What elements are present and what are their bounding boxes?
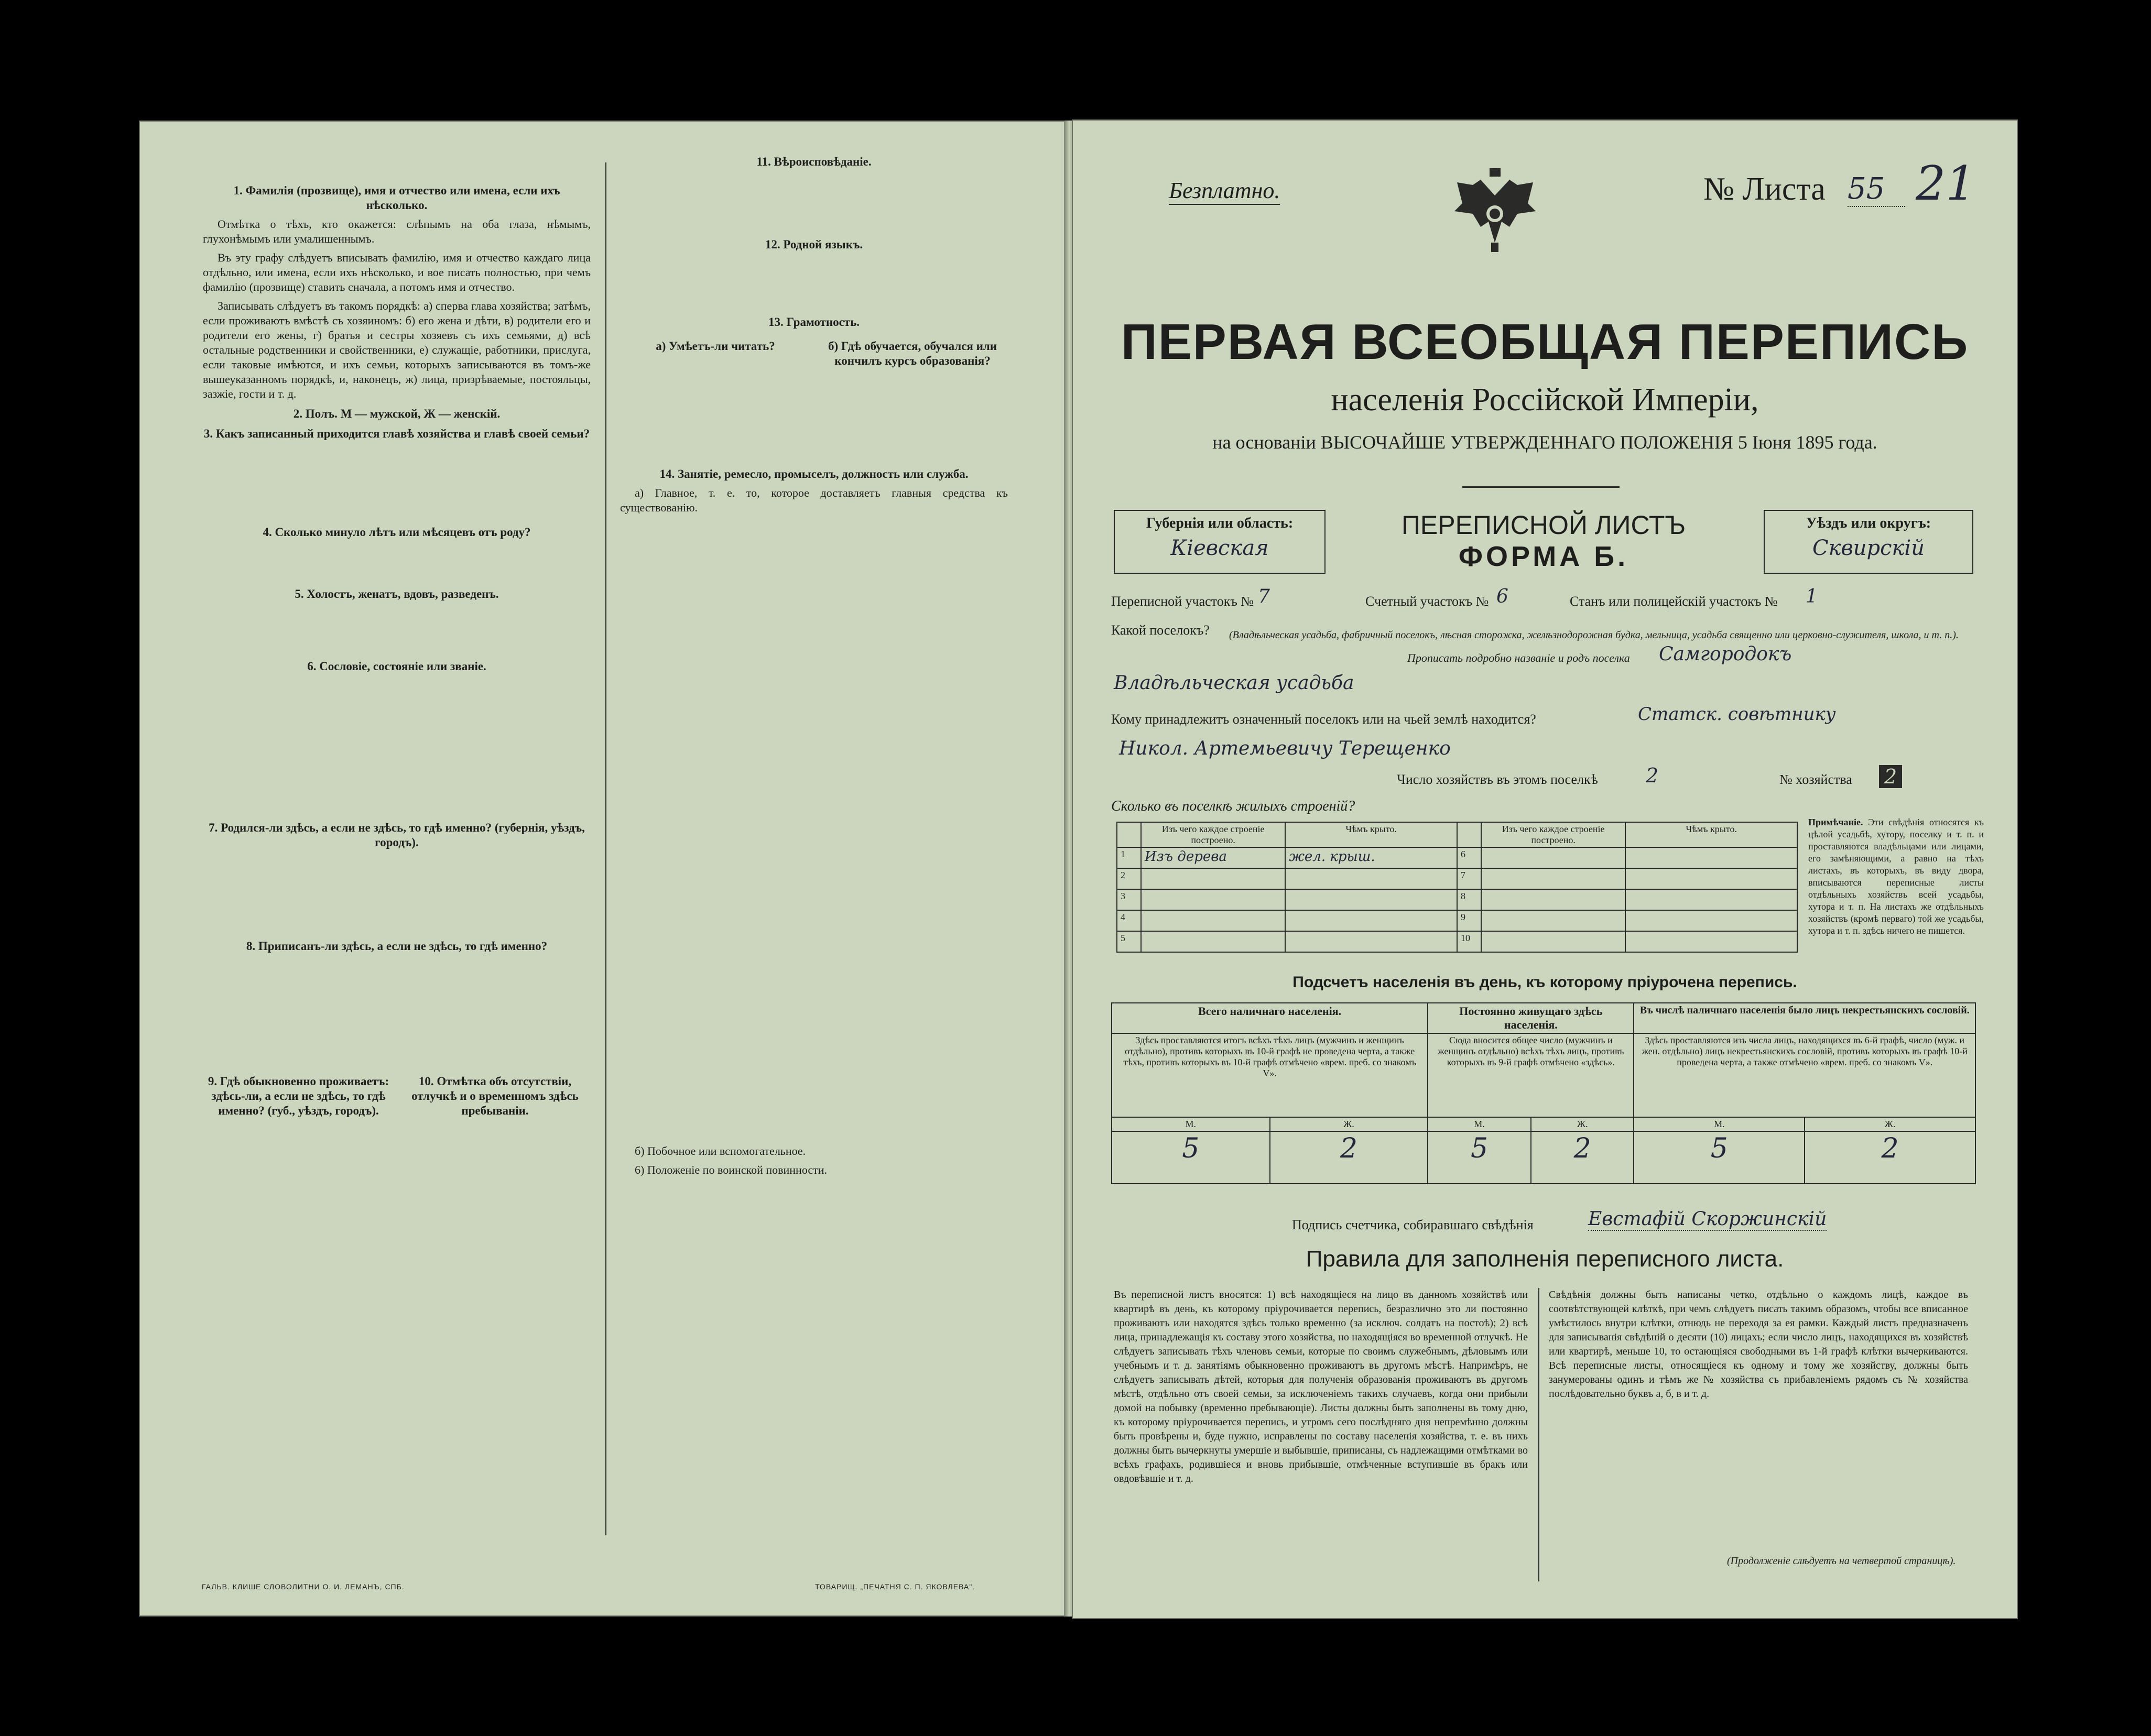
settlement-value-1: Самгородокъ xyxy=(1659,643,1792,665)
question-4-heading: 4. Сколько минуло лѣтъ или мѣсяцевъ отъ роду? xyxy=(263,526,531,539)
sheet-number-value: 55 xyxy=(1848,172,1905,207)
question-14-heading: 14. Занятіе, ремесло, промыселъ, должность или служба. xyxy=(659,467,969,481)
settlement-note: (Владѣльческая усадьба, фабричный поселокъ, лѣсная сторожка, желѣзнодорожная будка, мельница, усадьба священно или церковно-служителя, школа, и т. п.). xyxy=(1229,629,1959,641)
question-14a: а) Главное, т. е. то, которое доставляетъ главныя средства къ существованію. xyxy=(620,486,1008,514)
total-female-count: 2 xyxy=(1270,1131,1428,1184)
count-header-permanent: Постоянно живущаго здѣсь населенія. xyxy=(1428,1003,1634,1033)
household-number-value: 2 xyxy=(1879,765,1902,788)
question-3-heading: 3. Какъ записанный приходится главѣ хозяйства и главѣ своей семьи? xyxy=(203,427,590,440)
buildings-label: Сколько въ поселкѣ жилыхъ строеній? xyxy=(1111,798,1355,814)
province-value: Кіевская xyxy=(1170,536,1269,560)
column-divider xyxy=(605,162,606,1535)
question-1-heading: 1. Фамилія (прозвище), имя и отчество или имена, если ихъ нѣсколько. xyxy=(233,184,560,212)
continued-note: (Продолженіе слѣдуетъ на четвертой страницѣ). xyxy=(1727,1555,1956,1567)
district-value: Сквирскій xyxy=(1812,536,1925,560)
signature-value: Евстафій Скоржинскій xyxy=(1588,1208,1827,1230)
population-count-title: Подсчетъ населенія въ день, къ которому пріурочена перепись. xyxy=(1292,974,1797,991)
sex-male-label: М. xyxy=(1112,1117,1270,1131)
permanent-female-count: 2 xyxy=(1531,1131,1634,1184)
free-label: Безплатно. xyxy=(1169,177,1280,205)
total-male-count: 5 xyxy=(1112,1131,1270,1184)
question-13a: а) Умѣетъ-ли читать? xyxy=(656,340,775,353)
question-5-heading: 5. Холостъ, женатъ, вдовъ, разведенъ. xyxy=(295,587,499,600)
row-number: 2 xyxy=(1117,868,1141,889)
owner-value-2: Никол. Артемьевичу Терещенко xyxy=(1119,738,1451,759)
table-row xyxy=(1117,910,1797,931)
buildings-col-roof: Чѣмъ крыто. xyxy=(1285,822,1457,847)
settlement-label: Какой поселокъ? xyxy=(1111,623,1210,638)
count-note-permanent: Сюда вносится общее число (мужчинъ и женщинъ отдѣльно) всѣхъ тѣхъ лицъ, противъ которыхъ въ 9-й графѣ отмѣчено «здѣсь». xyxy=(1428,1033,1634,1117)
sex-female-label: Ж. xyxy=(1531,1117,1634,1131)
note-text: Эти свѣдѣнія относятся къ цѣлой усадьбѣ, хутору, поселку и т. п. и проставляются владѣльцами или лицами, его замѣняющими, а равно на тѣхъ листахъ, въ которыхъ, въ виду двора, вписываются переписные листы отдѣльныхъ хозяйствъ всей усадьбы, хутора и т. п. На листахъ же отдѣльныхъ хозяйствъ (кромѣ перваго) той же усадьбы, хутора и т. п. здѣсь ничего не пишется. xyxy=(1808,817,1984,936)
question-6-heading: 6. Сословіе, состояніе или званіе. xyxy=(307,660,486,673)
settlement-write-label: Прописать подробно названіе и родъ поселка xyxy=(1407,651,1630,664)
buildings-note xyxy=(1808,816,1984,937)
count-area-value: 6 xyxy=(1496,586,1508,607)
row-roof: жел. крыш. xyxy=(1285,847,1457,868)
population-count-table xyxy=(1111,1002,1976,1184)
row-number: 4 xyxy=(1117,910,1141,931)
row-number: 9 xyxy=(1457,910,1481,931)
left-column-1 xyxy=(203,178,591,1122)
count-area-label: Счетный участокъ № xyxy=(1365,594,1489,609)
province-label: Губернія или область: xyxy=(1146,515,1294,531)
buildings-col-built: Изъ чего каждое строеніе построено. xyxy=(1141,822,1285,847)
census-basis: на основаніи ВЫСОЧАЙШЕ УТВЕРЖДЕННАГО ПОЛОЖЕНІЯ 5 Іюня 1895 года. xyxy=(1212,432,1877,453)
row-built: Изъ дерева xyxy=(1141,847,1285,868)
form-subtitle: ФОРМА Б. xyxy=(1458,541,1629,572)
owner-label: Кому принадлежитъ означенный поселокъ или на чьей землѣ находится? xyxy=(1111,712,1536,727)
question-13-heading: 13. Грамотность. xyxy=(768,315,860,329)
question-13b: б) Гдѣ обучается, обучался или кончилъ курсъ образованія? xyxy=(828,340,997,367)
count-note-non-peasant: Здѣсь проставляются изъ числа лицъ, находящихся въ 6-й графѣ, число (муж. и жен. отдѣльно) лицъ некрестьянскихъ сословій, противъ которыхъ въ графѣ 10-й проведена черта, а также отмѣчено «врем. преб. со знакомъ V». xyxy=(1634,1033,1975,1117)
settlement-value-2: Владѣльческая усадьба xyxy=(1114,672,1354,694)
owner-value-1: Статск. совѣтнику xyxy=(1638,704,1836,725)
row-number: 8 xyxy=(1457,889,1481,910)
note-title: Примѣчаніе. xyxy=(1808,817,1863,827)
row-number: 10 xyxy=(1457,931,1481,952)
question-14b: б) Побочное или вспомогательное. xyxy=(635,1144,806,1158)
table-row xyxy=(1117,931,1797,952)
rules-column-2: Свѣдѣнія должны быть написаны четко, отдѣльно о каждомъ лицѣ, каждое въ соотвѣтствующей клѣткѣ, при чемъ слѣдуетъ писать такимъ образомъ, чтобы все вписанное умѣстилось внутри клѣтки, отнюдь не переходя за ея рамки. Каждый листъ предназначенъ для записыванія свѣдѣній о десяти (10) лицахъ; если число лицъ, находящихся въ хозяйствѣ или квартирѣ, меньше 10, то остающіяся свободными въ 1-й графѣ клѣтки вычеркиваются. Всѣ переписные листы, относящіеся къ одному и тому же хозяйству, должны быть занумерованы одинъ и тѣмъ же № хозяйства съ прибавленіемъ рядомъ съ № хозяйства послѣдовательно буквъ а, б, в и т. д. xyxy=(1549,1289,1968,1400)
printer-footer-left: ГАЛЬВ. КЛИШЕ СЛОВОЛИТНИ О. И. ЛЕМАНЪ, СПБ. xyxy=(202,1582,405,1591)
rules-title: Правила для заполненія переписного листа. xyxy=(1306,1246,1784,1272)
left-page xyxy=(139,121,1067,1617)
questions-9-10 xyxy=(203,1069,591,1122)
province-box xyxy=(1114,510,1326,574)
non-peasant-male-count: 5 xyxy=(1634,1131,1805,1184)
row-number: 3 xyxy=(1117,889,1141,910)
count-header-non-peasant: Въ числѣ наличнаго населенія было лицъ некрестьянскихъ сословій. xyxy=(1634,1003,1975,1033)
question-1-text: Въ эту графу слѣдуетъ вписывать фамилію, имя и отчество каждаго лица отдѣльно, или имена, если ихъ нѣсколько, и вое писать полностью, при чемъ фамилію (прозвище) ставить сначала, а потомъ имя и отчество. xyxy=(203,251,591,293)
permanent-male-count: 5 xyxy=(1428,1131,1531,1184)
signature-label: Подпись счетчика, собиравшаго свѣдѣнія xyxy=(1292,1217,1534,1232)
census-area-value: 7 xyxy=(1258,586,1270,607)
rules-divider xyxy=(1538,1288,1539,1581)
sex-female-label: Ж. xyxy=(1270,1117,1428,1131)
question-9-heading: 9. Гдѣ обыкновенно проживаетъ: здѣсь-ли, а если не здѣсь, то гдѣ именно? (губ., уѣздъ, городъ). xyxy=(208,1075,389,1117)
row-number: 6 xyxy=(1457,847,1481,868)
household-number-label: № хозяйства xyxy=(1779,772,1852,787)
question-2-heading: 2. Полъ. М — мужской, Ж — женскій. xyxy=(293,407,501,420)
question-7-heading: 7. Родился-ли здѣсь, а если не здѣсь, то гдѣ именно? (губернія, уѣздъ, городъ). xyxy=(209,821,585,849)
table-row xyxy=(1117,889,1797,910)
imperial-eagle-icon xyxy=(1449,164,1541,256)
archive-number: 21 xyxy=(1916,156,1976,211)
row-number: 1 xyxy=(1117,847,1141,868)
census-area-label: Переписной участокъ № xyxy=(1111,594,1254,609)
left-column-2 xyxy=(620,149,1008,1182)
count-note-total: Здѣсь проставляются итогъ всѣхъ тѣхъ лицъ (мужчинъ и женщинъ отдѣльно), противъ которыхъ въ 10-й графѣ не проведена черта, а также тѣхъ, противъ которыхъ въ 10-й графѣ отмѣчено «врем. преб. со знакомъ V». xyxy=(1112,1033,1428,1117)
households-label: Число хозяйствъ въ этомъ поселкѣ xyxy=(1397,772,1598,787)
households-value: 2 xyxy=(1646,764,1659,787)
title-rule xyxy=(1462,486,1620,488)
sex-male-label: М. xyxy=(1634,1117,1805,1131)
question-10-heading: 10. Отмѣтка объ отсутствіи, отлучкѣ и о временномъ здѣсь пребываніи. xyxy=(411,1075,579,1117)
buildings-table xyxy=(1116,822,1798,953)
form-header xyxy=(1114,510,1973,573)
rules-column-1: Въ переписной листъ вносятся: 1) всѣ находящіеся на лицо въ данномъ хозяйствѣ или квартирѣ въ день, къ которому пріурочивается перепись, безразлично это ли постоянно проживаютъ или находятся здѣсь только временно (за исключ. солдатъ на постоѣ); 2) всѣ лица, принадлежащія къ составу этого хозяйства, но находящіяся во временной отлучкѣ. Не слѣдуетъ записывать тѣхъ членовъ семьи, которые по своимъ служебнымъ, дѣловымъ или учебнымъ и т. д. занятіямъ обыкновенно проживаютъ въ другомъ мѣстѣ. Напримѣръ, не слѣдуетъ записывать дѣтей, которыя для полученія образованія проживаютъ въ другомъ мѣстѣ, отдѣльно отъ своей семьи, за исключеніемъ такихъ случаевъ, когда они прибыли домой на побывку (временно пребывающіе). Листы должны быть заполнены въ тому дню, къ которому пріурочивается перепись, и утромъ сего послѣдняго дня непремѣнно должны быть провѣрены и, буде нужно, исправлены по составу населенія хозяйства, т. е. въ нихъ должны быть вычеркнуты умершіе и выбывшіе, приписаны, съ надлежащими отмѣтками во всѣхъ графахъ, родившіеся и вновь прибывшіе, отмѣченные вступившіе въ бракъ или овдовѣвшіе и т. д. xyxy=(1114,1289,1528,1484)
question-12-heading: 12. Родной языкъ. xyxy=(765,238,863,251)
count-header-total: Всего наличнаго населенія. xyxy=(1112,1003,1428,1033)
sheet-number-label: № Листа xyxy=(1703,171,1826,207)
question-11-heading: 11. Вѣроисповѣданіе. xyxy=(756,155,872,168)
non-peasant-female-count: 2 xyxy=(1805,1131,1975,1184)
table-row xyxy=(1117,868,1797,889)
district-box xyxy=(1764,510,1973,574)
buildings-col-built-2: Изъ чего каждое строеніе построено. xyxy=(1481,822,1625,847)
census-title: ПЕРВАЯ ВСЕОБЩАЯ ПЕРЕПИСЬ xyxy=(1121,314,1969,370)
question-1-note: Отмѣтка о тѣхъ, кто окажется: слѣпымъ на оба глаза, нѣмымъ, глухонѣмымъ или умалишеннымъ. xyxy=(203,217,591,245)
question-1-order: Записывать слѣдуетъ въ такомъ порядкѣ: а) сперва глава хозяйства; затѣмъ, если проживаютъ вмѣстѣ съ хозяиномъ: б) его жена и дѣти, в) родители его и родители его жены, г) братья и сестры хозяевъ съ ихъ семьями, д) всѣ остальные родственники и свойственники, е) служащіе, работники, прислуга, если таковые имѣются, и ихъ семьи, которыхъ записываются въ томъ-же вышеуказанномъ порядкѣ, и, наконецъ, ж) лица, призрѣваемые, постояльцы, зазжіе, гости и т. д. xyxy=(203,299,591,400)
police-area-value: 1 xyxy=(1806,586,1818,607)
district-label: Уѣздъ или округъ: xyxy=(1806,515,1931,531)
form-title: ПЕРЕПИСНОЙ ЛИСТЪ xyxy=(1401,510,1686,540)
form-title-box xyxy=(1323,510,1764,573)
printer-footer-right: ТОВАРИЩ. „ПЕЧАТНЯ С. П. ЯКОВЛЕВА". xyxy=(815,1582,975,1591)
row-number: 7 xyxy=(1457,868,1481,889)
sex-male-label: М. xyxy=(1428,1117,1531,1131)
question-13-sub xyxy=(620,334,1008,373)
buildings-col-roof-2: Чѣмъ крыто. xyxy=(1625,822,1797,847)
row-number: 5 xyxy=(1117,931,1141,952)
right-page xyxy=(1072,119,2018,1619)
question-14c: 6) Положеніе по воинской повинности. xyxy=(635,1163,828,1176)
census-subtitle: населенія Россійской Имперіи, xyxy=(1331,382,1759,418)
sex-female-label: Ж. xyxy=(1805,1117,1975,1131)
table-row xyxy=(1117,847,1797,868)
question-8-heading: 8. Приписанъ-ли здѣсь, а если не здѣсь, то гдѣ именно? xyxy=(246,940,548,953)
police-area-label: Станъ или полицейскій участокъ № xyxy=(1570,594,1778,609)
